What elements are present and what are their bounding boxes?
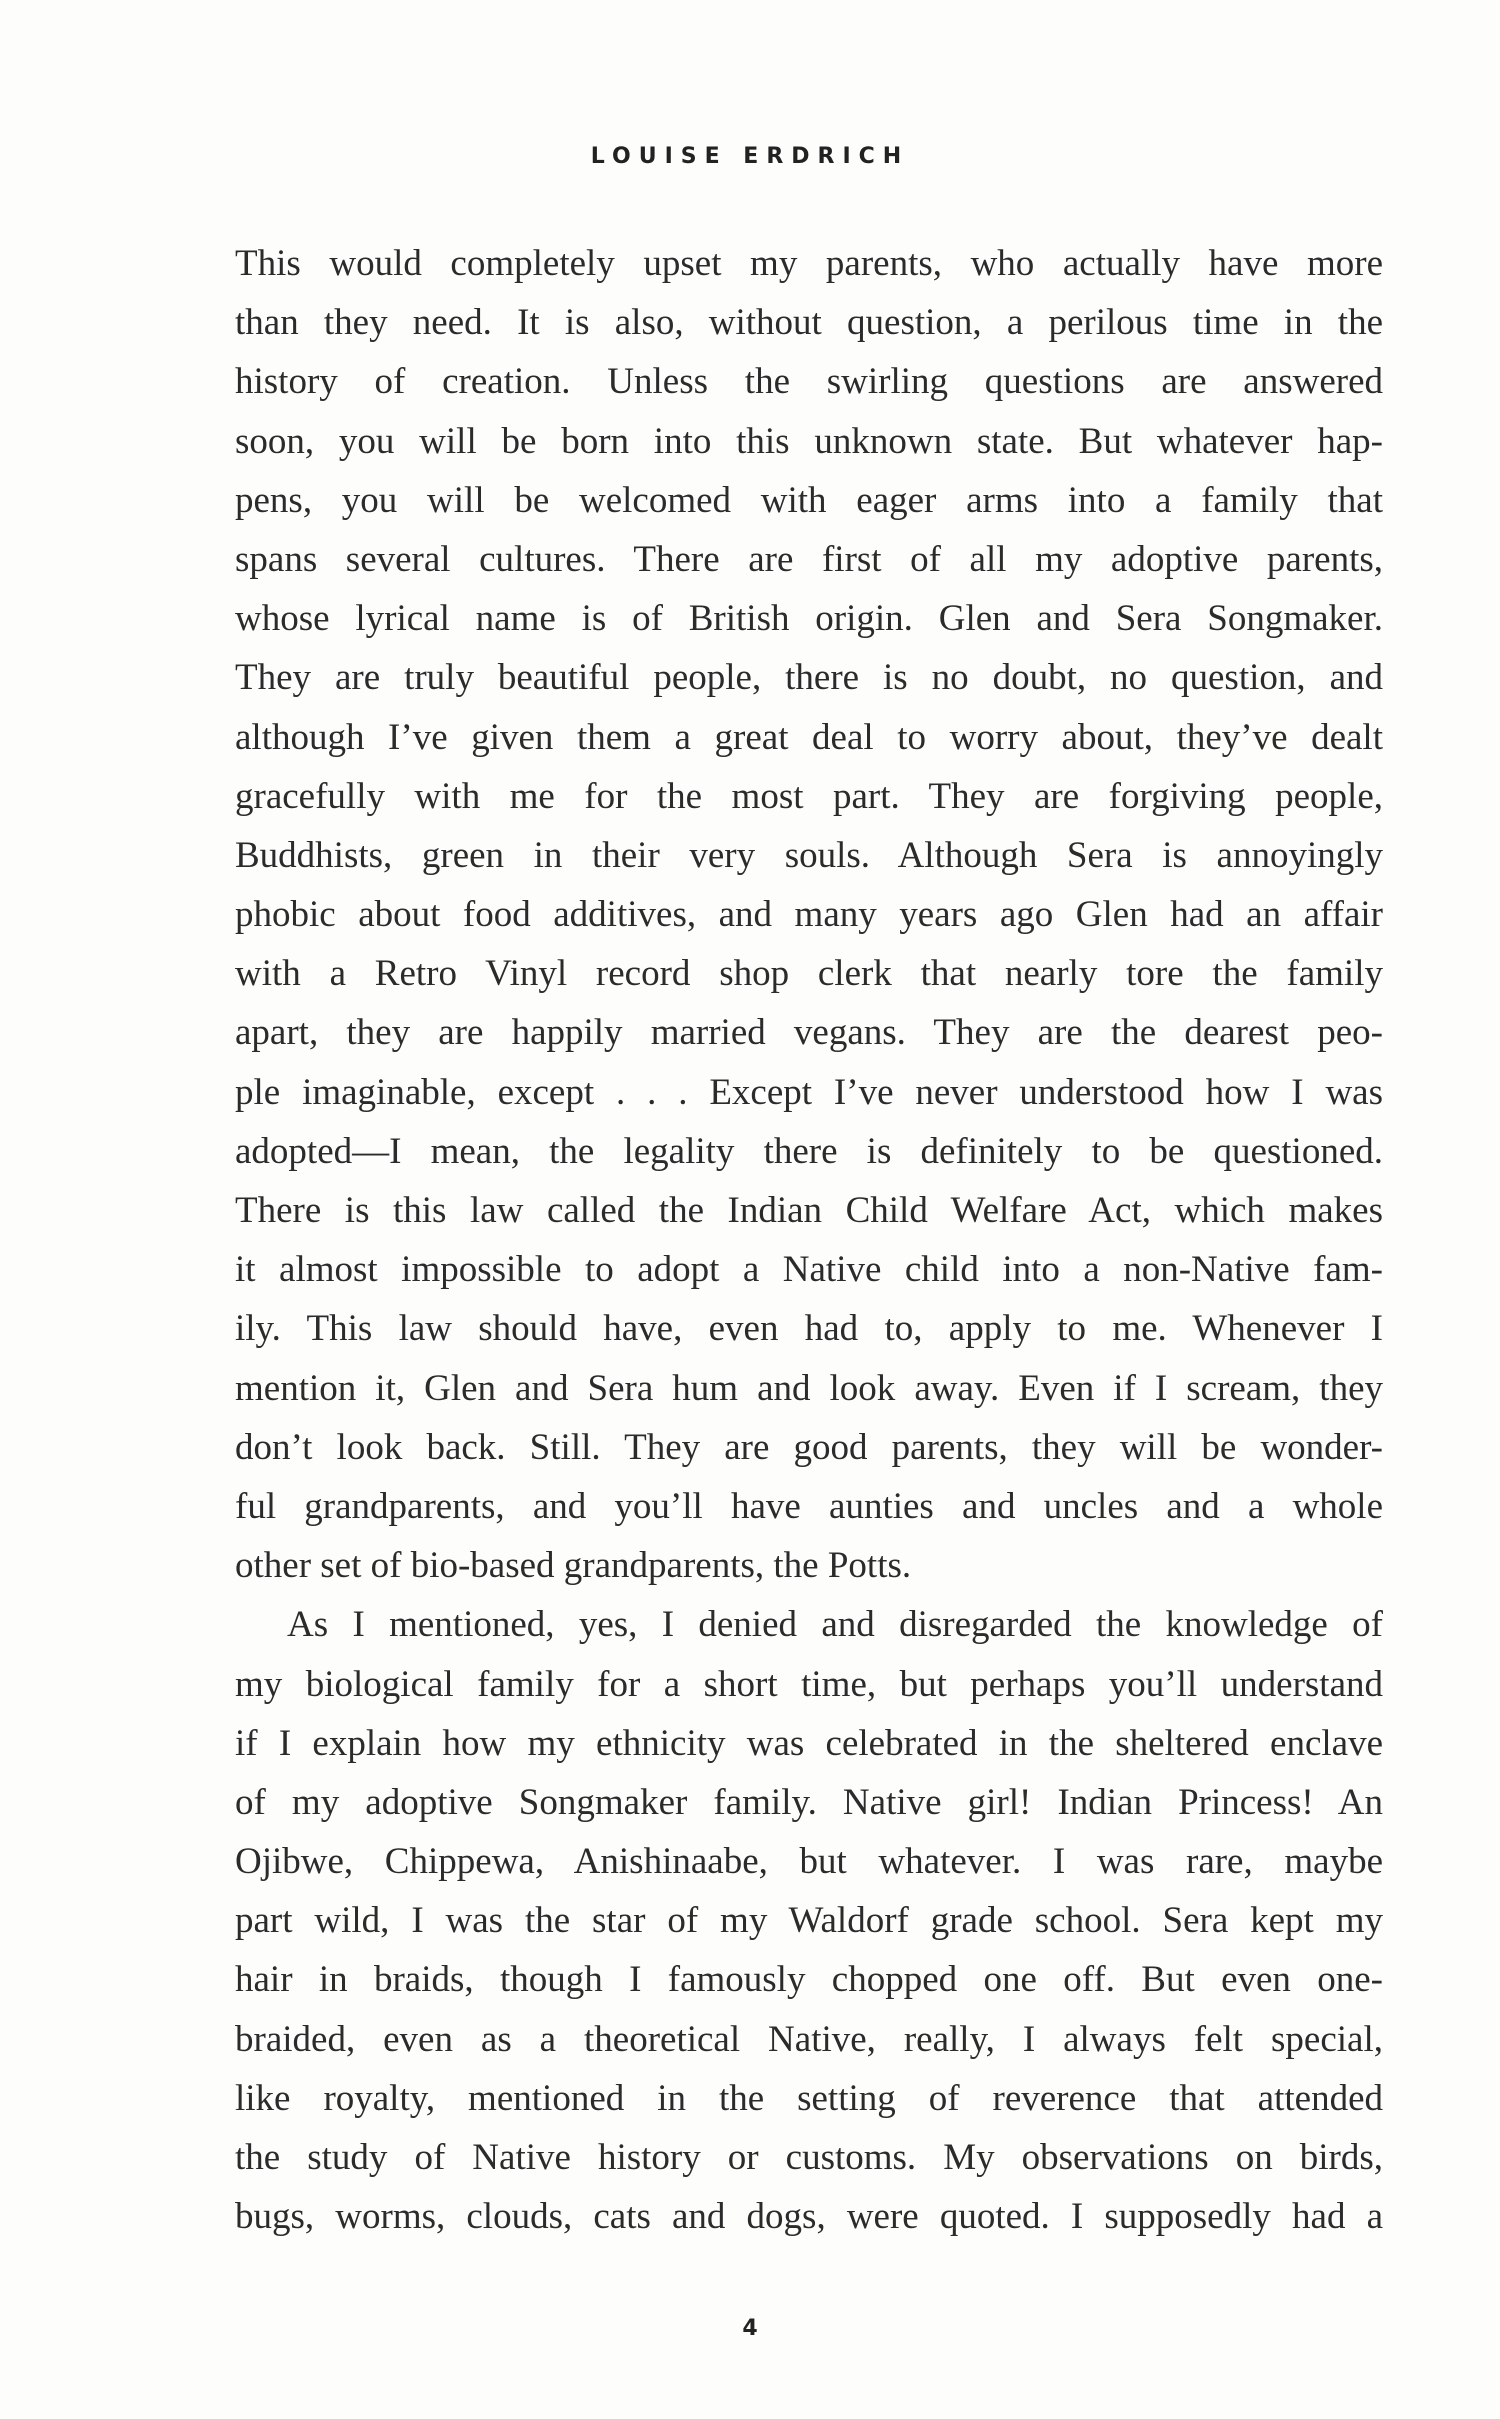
text-line: mention it, Glen and Sera hum and look away. Even if I scream, they xyxy=(235,1367,1383,1409)
text-line: pens, you will be welcomed with eager arms into a family that xyxy=(235,479,1383,521)
text-line: Ojibwe, Chippewa, Anishinaabe, but whatever. I was rare, maybe xyxy=(235,1841,1383,1883)
text-line: There is this law called the Indian Child Welfare Act, which makes xyxy=(235,1190,1383,1231)
text-line: although I’ve given them a great deal to worry about, they’ve dealt xyxy=(235,716,1383,758)
text-line: ily. This law should have, even had to, apply to me. Whenever I xyxy=(235,1308,1383,1350)
text-line: my biological family for a short time, but perhaps you’ll understand xyxy=(235,1663,1383,1705)
text-line: They are truly beautiful people, there is no doubt, no question, and xyxy=(235,657,1383,699)
text-line: Buddhists, green in their very souls. Although Sera is annoyingly xyxy=(235,834,1383,876)
text-line: soon, you will be born into this unknown state. But whatever hap- xyxy=(235,420,1383,462)
body-text xyxy=(235,234,1383,2246)
paragraph-2 xyxy=(235,1595,1383,2246)
text-line: ful grandparents, and you’ll have aunties and uncles and a whole xyxy=(235,1485,1383,1527)
text-line: adopted—I mean, the legality there is definitely to be questioned. xyxy=(235,1130,1383,1172)
text-line: of my adoptive Songmaker family. Native girl! Indian Princess! An xyxy=(235,1781,1383,1823)
text-line: part wild, I was the star of my Waldorf grade school. Sera kept my xyxy=(235,1900,1383,1942)
text-line: other set of bio-based grandparents, the Potts. xyxy=(235,1545,912,1587)
text-line: like royalty, mentioned in the setting of reverence that attended xyxy=(235,2077,1383,2119)
text-line: it almost impossible to adopt a Native child into a non-Native fam- xyxy=(235,1249,1383,1291)
text-line: This would completely upset my parents, who actually have more xyxy=(235,243,1383,284)
text-line: braided, even as a theoretical Native, really, I always felt special, xyxy=(235,2018,1383,2060)
text-line: hair in braids, though I famously chopped one off. But even one- xyxy=(235,1959,1383,2001)
text-line: ple imaginable, except . . . Except I’ve never understood how I was xyxy=(235,1071,1383,1113)
text-line: gracefully with me for the most part. They are forgiving people, xyxy=(235,775,1383,817)
text-line: don’t look back. Still. They are good parents, they will be wonder- xyxy=(235,1426,1383,1468)
running-head-author: LOUISE ERDRICH xyxy=(590,144,910,169)
text-line: if I explain how my ethnicity was celebrated in the sheltered enclave xyxy=(235,1722,1383,1764)
text-line: than they need. It is also, without question, a perilous time in the xyxy=(235,302,1383,344)
text-line: the study of Native history or customs. My observations on birds, xyxy=(235,2137,1383,2178)
text-line: As I mentioned, yes, I denied and disregarded the knowledge of xyxy=(287,1604,1383,1646)
text-line: whose lyrical name is of British origin. Glen and Sera Songmaker. xyxy=(235,598,1383,640)
page-number: 4 xyxy=(742,2316,758,2341)
text-line: apart, they are happily married vegans. They are the dearest peo- xyxy=(235,1012,1383,1054)
text-line: with a Retro Vinyl record shop clerk that nearly tore the family xyxy=(235,953,1383,995)
text-line: phobic about food additives, and many years ago Glen had an affair xyxy=(235,894,1383,936)
text-line: bugs, worms, clouds, cats and dogs, were quoted. I supposedly had a xyxy=(235,2196,1383,2238)
text-line: history of creation. Unless the swirling questions are answered xyxy=(235,361,1383,403)
paragraph-1 xyxy=(235,234,1383,1595)
text-line: spans several cultures. There are first of all my adoptive parents, xyxy=(235,538,1383,580)
